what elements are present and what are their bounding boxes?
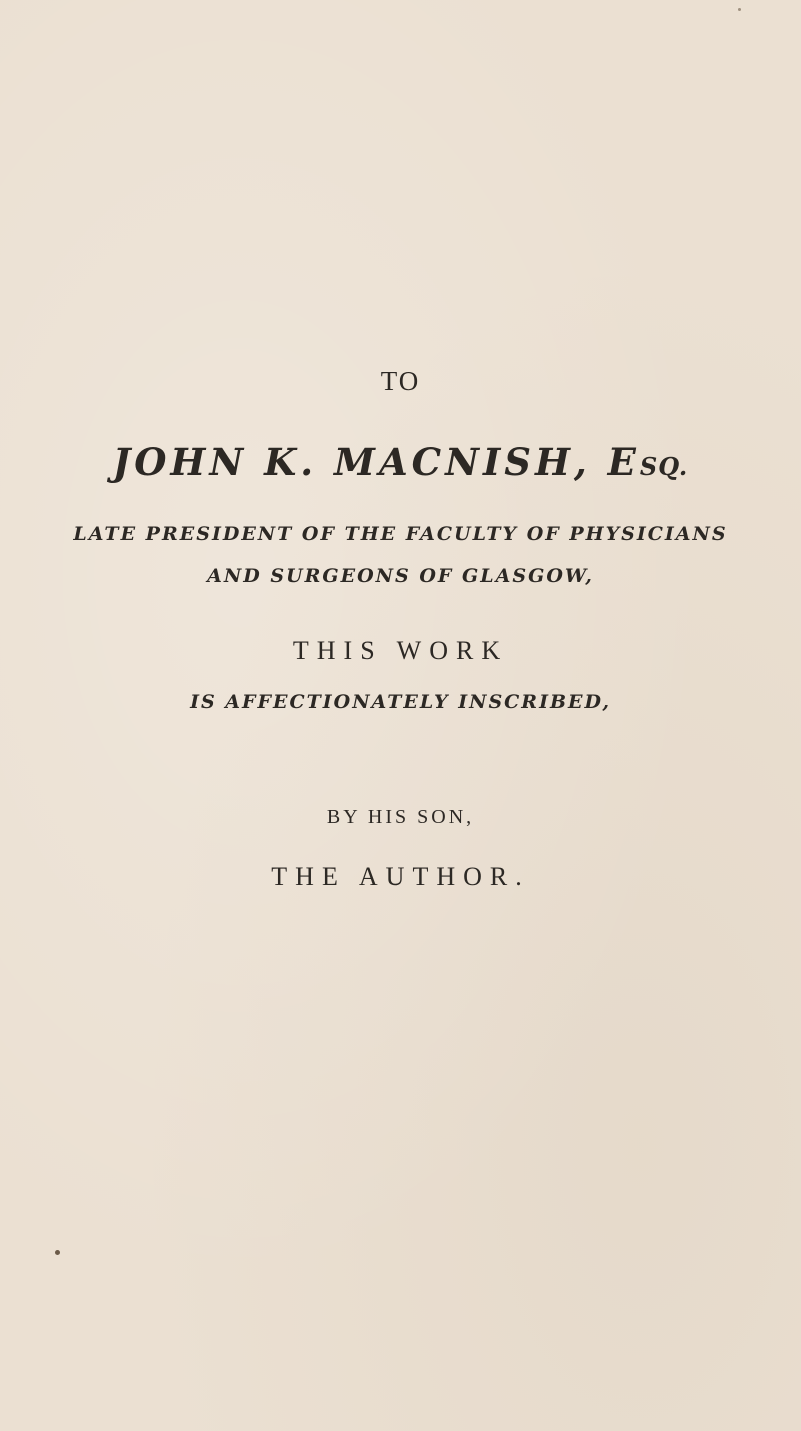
dedicatee-name-main: JOHN K. MACNISH, E [112,440,640,484]
this-work-line: THIS WORK [292,636,509,665]
dedicatee-name [0,440,801,484]
inscribed-line: IS AFFECTIONATELY INSCRIBED, [190,691,611,713]
paper-speck [738,8,741,11]
by-his-son-line: BY HIS SON, [326,806,475,828]
dedicatee-title-line-2: AND SURGEONS OF GLASGOW, [207,565,594,587]
paper-speck [55,1250,60,1255]
dedicatee-name-suffix: SQ. [639,452,689,481]
dedicatee-title-line-1: LATE PRESIDENT OF THE FACULTY OF PHYSICIANS [73,523,728,545]
the-author-line: THE AUTHOR. [271,862,530,891]
dedication-to: TO [380,366,421,396]
